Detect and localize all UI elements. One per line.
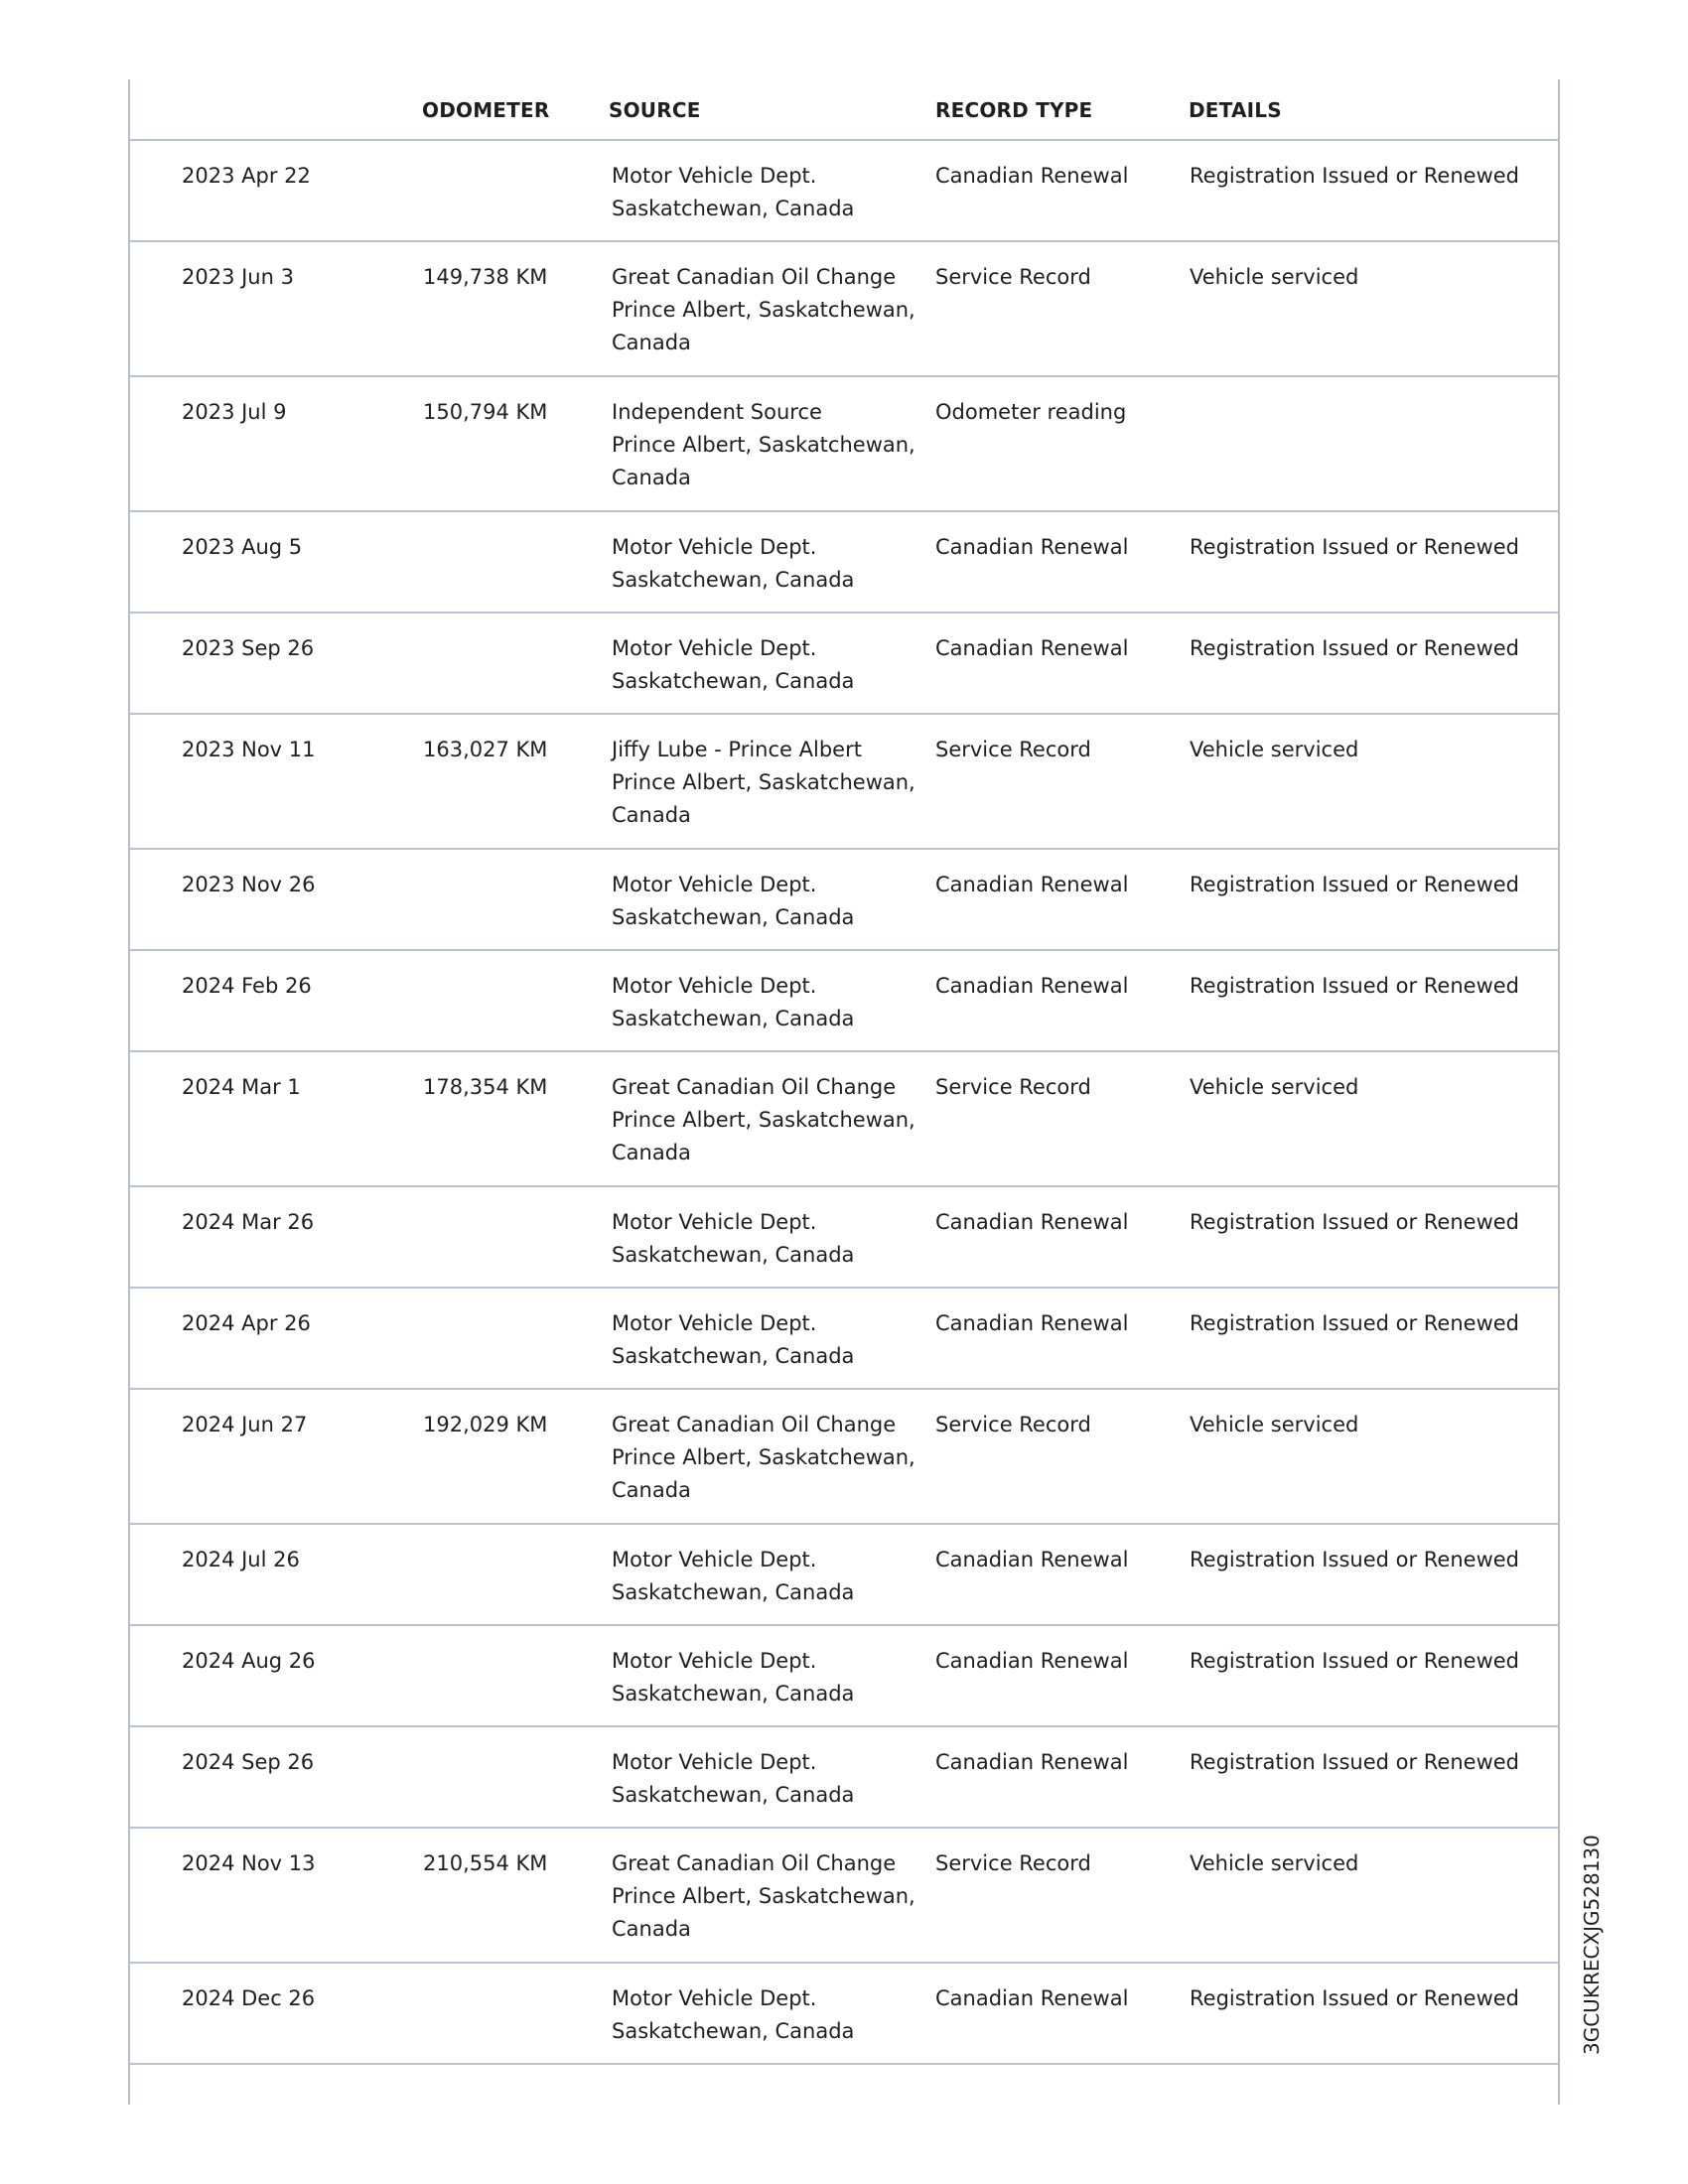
table-row bbox=[129, 1626, 1559, 1727]
row-source bbox=[612, 531, 929, 597]
row-source bbox=[612, 970, 929, 1035]
row-date: 2024 Dec 26 bbox=[182, 1986, 316, 2010]
row-source-line: Motor Vehicle Dept. bbox=[612, 1986, 817, 2010]
row-source-line: Canada bbox=[612, 1917, 691, 1941]
table-row bbox=[129, 377, 1559, 512]
row-source-line: Canada bbox=[612, 1141, 691, 1164]
row-source-line: Saskatchewan, Canada bbox=[612, 1580, 855, 1604]
row-source bbox=[612, 261, 929, 359]
row-source-line: Great Canadian Oil Change bbox=[612, 265, 897, 289]
row-source bbox=[612, 632, 929, 698]
table-row bbox=[129, 1525, 1559, 1626]
row-source bbox=[612, 1847, 929, 1946]
table-body bbox=[129, 141, 1559, 2065]
row-details: Vehicle serviced bbox=[1190, 1851, 1359, 1875]
row-date: 2024 Sep 26 bbox=[182, 1750, 315, 1774]
row-details: Registration Issued or Renewed bbox=[1190, 873, 1520, 896]
row-source bbox=[612, 1982, 929, 2048]
row-record-type: Canadian Renewal bbox=[935, 974, 1129, 998]
row-date: 2023 Sep 26 bbox=[182, 636, 315, 660]
row-source bbox=[612, 1645, 929, 1710]
row-source-line: Motor Vehicle Dept. bbox=[612, 1548, 817, 1571]
row-record-type: Canadian Renewal bbox=[935, 1311, 1129, 1335]
row-details: Registration Issued or Renewed bbox=[1190, 535, 1520, 559]
row-date: 2023 Apr 22 bbox=[182, 164, 311, 188]
row-source-line: Motor Vehicle Dept. bbox=[612, 1649, 817, 1673]
row-details: Registration Issued or Renewed bbox=[1190, 1210, 1520, 1234]
row-odometer: 192,029 KM bbox=[423, 1413, 548, 1436]
row-source-line: Motor Vehicle Dept. bbox=[612, 974, 817, 998]
row-source bbox=[612, 1746, 929, 1812]
row-date: 2024 Mar 26 bbox=[182, 1210, 315, 1234]
row-record-type: Canadian Renewal bbox=[935, 636, 1129, 660]
table-row bbox=[129, 1964, 1559, 2065]
table-row bbox=[129, 1390, 1559, 1525]
row-date: 2024 Feb 26 bbox=[182, 974, 312, 998]
row-date: 2024 Apr 26 bbox=[182, 1311, 311, 1335]
row-source-line: Canada bbox=[612, 466, 691, 489]
row-date: 2024 Aug 26 bbox=[182, 1649, 316, 1673]
row-details: Registration Issued or Renewed bbox=[1190, 636, 1520, 660]
row-source-line: Great Canadian Oil Change bbox=[612, 1075, 897, 1099]
row-source bbox=[612, 1409, 929, 1507]
row-odometer: 150,794 KM bbox=[423, 400, 548, 424]
row-odometer: 210,554 KM bbox=[423, 1851, 548, 1875]
row-source-line: Prince Albert, Saskatchewan, bbox=[612, 1108, 915, 1132]
row-source bbox=[612, 1206, 929, 1272]
row-record-type: Canadian Renewal bbox=[935, 535, 1129, 559]
row-source bbox=[612, 869, 929, 934]
row-details: Registration Issued or Renewed bbox=[1190, 1750, 1520, 1774]
row-date: 2024 Mar 1 bbox=[182, 1075, 301, 1099]
row-source-line: Prince Albert, Saskatchewan, bbox=[612, 1884, 915, 1908]
row-source-line: Prince Albert, Saskatchewan, bbox=[612, 770, 915, 794]
row-source-line: Saskatchewan, Canada bbox=[612, 1783, 855, 1807]
row-source bbox=[612, 1544, 929, 1609]
row-date: 2024 Nov 13 bbox=[182, 1851, 316, 1875]
row-record-type: Service Record bbox=[935, 738, 1091, 761]
row-details: Vehicle serviced bbox=[1190, 265, 1359, 289]
row-source bbox=[612, 396, 929, 494]
row-source-line: Prince Albert, Saskatchewan, bbox=[612, 1445, 915, 1469]
row-date: 2023 Jun 3 bbox=[182, 265, 294, 289]
row-record-type: Service Record bbox=[935, 1075, 1091, 1099]
row-details: Registration Issued or Renewed bbox=[1190, 164, 1520, 188]
header-source: SOURCE bbox=[609, 98, 701, 122]
table-row bbox=[129, 951, 1559, 1052]
table-row bbox=[129, 512, 1559, 614]
row-record-type: Service Record bbox=[935, 1413, 1091, 1436]
row-source-line: Motor Vehicle Dept. bbox=[612, 1750, 817, 1774]
row-source-line: Saskatchewan, Canada bbox=[612, 1344, 855, 1368]
row-source-line: Motor Vehicle Dept. bbox=[612, 873, 817, 896]
row-source-line: Canada bbox=[612, 1478, 691, 1502]
table-row bbox=[129, 1289, 1559, 1390]
row-record-type: Canadian Renewal bbox=[935, 1649, 1129, 1673]
header-details: DETAILS bbox=[1189, 98, 1282, 122]
row-source-line: Motor Vehicle Dept. bbox=[612, 164, 817, 188]
table-row bbox=[129, 614, 1559, 715]
row-source-line: Saskatchewan, Canada bbox=[612, 1682, 855, 1706]
row-date: 2023 Aug 5 bbox=[182, 535, 303, 559]
row-details: Vehicle serviced bbox=[1190, 1413, 1359, 1436]
table-header bbox=[129, 79, 1559, 141]
row-details: Registration Issued or Renewed bbox=[1190, 1548, 1520, 1571]
row-source-line: Great Canadian Oil Change bbox=[612, 1413, 897, 1436]
row-record-type: Canadian Renewal bbox=[935, 1750, 1129, 1774]
row-record-type: Canadian Renewal bbox=[935, 1210, 1129, 1234]
row-odometer: 149,738 KM bbox=[423, 265, 548, 289]
row-date: 2023 Nov 11 bbox=[182, 738, 316, 761]
row-date: 2023 Jul 9 bbox=[182, 400, 287, 424]
row-source-line: Motor Vehicle Dept. bbox=[612, 636, 817, 660]
table-row bbox=[129, 1829, 1559, 1964]
row-record-type: Canadian Renewal bbox=[935, 1548, 1129, 1571]
row-source-line: Motor Vehicle Dept. bbox=[612, 1311, 817, 1335]
row-details: Vehicle serviced bbox=[1190, 1075, 1359, 1099]
row-source bbox=[612, 734, 929, 832]
header-odometer: ODOMETER bbox=[422, 98, 550, 122]
row-source-line: Saskatchewan, Canada bbox=[612, 1243, 855, 1267]
row-source-line: Saskatchewan, Canada bbox=[612, 669, 855, 693]
row-source bbox=[612, 1071, 929, 1169]
row-source bbox=[612, 160, 929, 225]
row-record-type: Canadian Renewal bbox=[935, 1986, 1129, 2010]
row-details: Registration Issued or Renewed bbox=[1190, 1986, 1520, 2010]
row-details: Registration Issued or Renewed bbox=[1190, 1649, 1520, 1673]
row-details: Registration Issued or Renewed bbox=[1190, 1311, 1520, 1335]
row-details: Registration Issued or Renewed bbox=[1190, 974, 1520, 998]
vehicle-history-table bbox=[129, 79, 1559, 2065]
row-source-line: Canada bbox=[612, 803, 691, 827]
row-source-line: Motor Vehicle Dept. bbox=[612, 535, 817, 559]
row-odometer: 163,027 KM bbox=[423, 738, 548, 761]
row-source-line: Independent Source bbox=[612, 400, 822, 424]
table-row bbox=[129, 1052, 1559, 1187]
row-date: 2024 Jun 27 bbox=[182, 1413, 308, 1436]
row-source-line: Saskatchewan, Canada bbox=[612, 905, 855, 929]
row-source-line: Saskatchewan, Canada bbox=[612, 197, 855, 220]
row-source-line: Saskatchewan, Canada bbox=[612, 568, 855, 592]
table-row bbox=[129, 850, 1559, 951]
table-row bbox=[129, 1727, 1559, 1829]
row-record-type: Service Record bbox=[935, 1851, 1091, 1875]
row-date: 2024 Jul 26 bbox=[182, 1548, 300, 1571]
row-record-type: Canadian Renewal bbox=[935, 873, 1129, 896]
row-source-line: Prince Albert, Saskatchewan, bbox=[612, 433, 915, 457]
table-row bbox=[129, 1187, 1559, 1289]
row-source-line: Jiffy Lube - Prince Albert bbox=[612, 738, 862, 761]
row-source-line: Saskatchewan, Canada bbox=[612, 2019, 855, 2043]
table-row bbox=[129, 715, 1559, 850]
row-source-line: Prince Albert, Saskatchewan, bbox=[612, 298, 915, 322]
table-row bbox=[129, 141, 1559, 242]
row-date: 2023 Nov 26 bbox=[182, 873, 316, 896]
row-source-line: Saskatchewan, Canada bbox=[612, 1007, 855, 1030]
row-source-line: Great Canadian Oil Change bbox=[612, 1851, 897, 1875]
header-record-type: RECORD TYPE bbox=[935, 98, 1093, 122]
table-row bbox=[129, 242, 1559, 377]
row-source bbox=[612, 1307, 929, 1373]
row-record-type: Service Record bbox=[935, 265, 1091, 289]
vin-side-label: 3GCUKRECXJG528130 bbox=[1580, 1835, 1604, 2055]
row-record-type: Odometer reading bbox=[935, 400, 1127, 424]
row-source-line: Motor Vehicle Dept. bbox=[612, 1210, 817, 1234]
row-source-line: Canada bbox=[612, 331, 691, 354]
row-odometer: 178,354 KM bbox=[423, 1075, 548, 1099]
row-record-type: Canadian Renewal bbox=[935, 164, 1129, 188]
row-details: Vehicle serviced bbox=[1190, 738, 1359, 761]
